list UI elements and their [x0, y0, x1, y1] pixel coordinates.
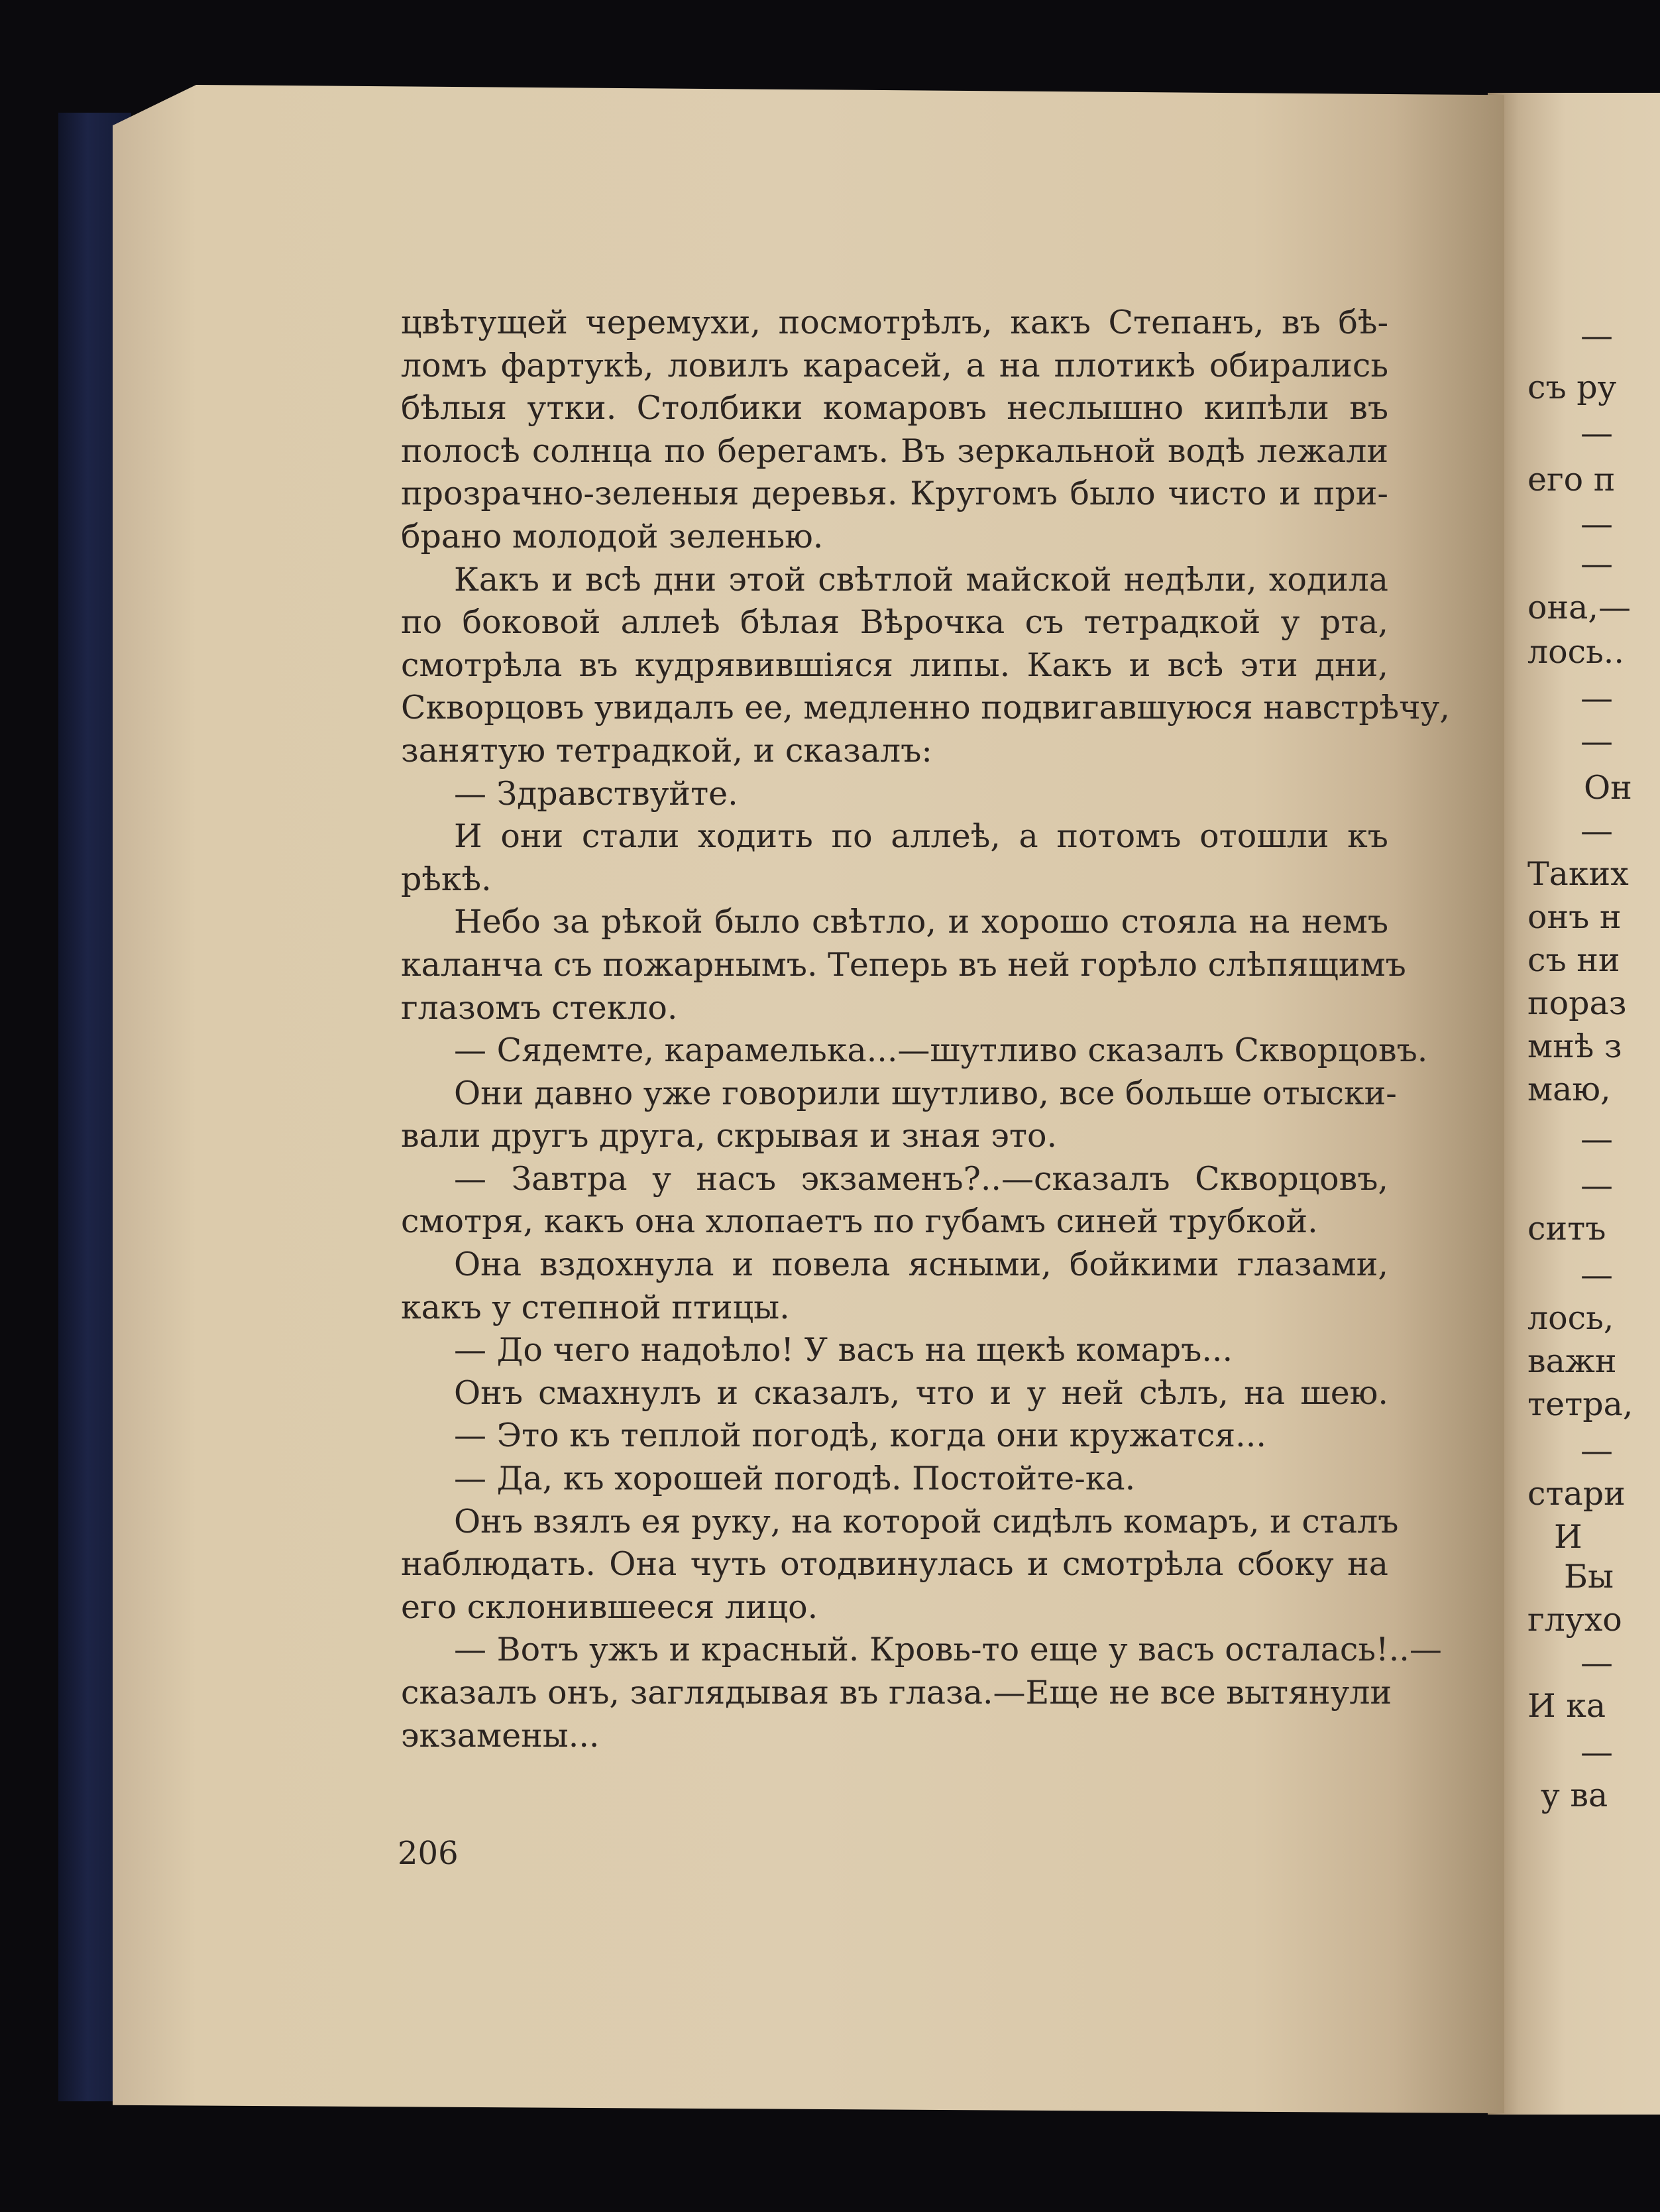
facing-page-fragment: — [1580, 1733, 1613, 1771]
text-line: — Сядемте, карамелька...—шутливо сказалъ Скворцовъ. [454, 1031, 1428, 1070]
text-line: каланча съ пожарнымъ. Теперь въ ней горѣло слѣпящимъ [401, 945, 1406, 984]
text-line: наблюдать. Она чуть отодвинулась и смотрѣла сбоку на [401, 1545, 1388, 1584]
text-line: сказалъ онъ, заглядывая въ глаза.—Еще не все вытянули [401, 1674, 1392, 1712]
facing-page-fragment: И [1554, 1518, 1582, 1556]
facing-page-fragment: пораз [1527, 984, 1627, 1022]
facing-page-fragment: лось, [1527, 1299, 1614, 1337]
facing-page-fragment: стари [1527, 1475, 1626, 1513]
facing-page-fragment: она,— [1527, 589, 1631, 626]
text-line: экзамены... [401, 1716, 600, 1755]
facing-page-fragment: съ ни [1527, 941, 1620, 979]
text-line: — Да, къ хорошей погодѣ. Постойте-ка. [454, 1460, 1136, 1498]
text-line: его склонившееся лицо. [401, 1588, 818, 1626]
text-line: смотря, какъ она хлопаетъ по губамъ синей трубкой. [401, 1202, 1318, 1241]
text-line: вали другъ друга, скрывая и зная это. [401, 1117, 1058, 1155]
text-line: Какъ и всѣ дни этой свѣтлой майской недѣли, ходила [454, 560, 1388, 599]
facing-page-fragment: онъ н [1527, 898, 1622, 936]
facing-page-fragment: Он [1584, 769, 1632, 807]
facing-page-fragment: — [1580, 812, 1613, 850]
text-line: Они давно уже говорили шутливо, все больше отыски- [454, 1074, 1397, 1112]
facing-page-fragment: важн [1527, 1342, 1617, 1380]
text-line: смотрѣла въ кудрявившіяся липы. Какъ и всѣ эти дни, [401, 646, 1388, 684]
facing-page-fragment: Бы [1564, 1558, 1614, 1596]
facing-page-fragment: ситъ [1527, 1210, 1606, 1248]
facing-page-fragment: съ ру [1527, 369, 1617, 406]
facing-page-fragment: лось.. [1527, 633, 1624, 671]
text-line: Скворцовъ увидалъ ее, медленно подвигавшуюся навстрѣчу, [401, 689, 1450, 727]
facing-page-fragment: мнѣ з [1527, 1027, 1622, 1065]
facing-page-fragment: — [1580, 1256, 1613, 1294]
facing-page-fragment: — [1580, 723, 1613, 760]
text-line: цвѣтущей черемухи, посмотрѣлъ, какъ Степанъ, въ бѣ- [401, 304, 1388, 341]
facing-page-fragment: — [1580, 679, 1613, 717]
text-line: ломъ фартукѣ, ловилъ карасей, а на плотикѣ обирались [401, 346, 1388, 384]
facing-page-fragment: — [1580, 545, 1613, 583]
text-line: Она вздохнула и повела ясными, бойкими глазами, [454, 1246, 1388, 1284]
facing-page-fragment: тетра, [1527, 1385, 1633, 1423]
text-line: — Вотъ ужъ и красный. Кровь-то еще у васъ осталась!..— [454, 1631, 1442, 1669]
page-text [401, 302, 1450, 1757]
facing-page-fragment: — [1580, 1432, 1613, 1470]
facing-page-fragment: И ка [1527, 1687, 1606, 1725]
text-line: глазомъ стекло. [401, 988, 678, 1027]
facing-page-fragment: — [1580, 317, 1613, 355]
text-line: — Это къ теплой погодѣ, когда они кружатся... [454, 1417, 1266, 1455]
text-line: брано молодой зеленью. [401, 517, 824, 555]
facing-page-fragment: Таких [1527, 855, 1629, 893]
text-line: Онъ взялъ ея руку, на которой сидѣлъ комаръ, и сталъ [454, 1502, 1399, 1541]
facing-page-fragment: — [1580, 414, 1613, 452]
facing-page-fragment: глухо [1527, 1601, 1622, 1639]
text-line: Небо за рѣкой было свѣтло, и хорошо стояла на немъ [454, 903, 1388, 941]
text-line: Онъ смахнулъ и сказалъ, что и у ней сѣлъ, на шею. [454, 1373, 1388, 1412]
facing-page-fragment: — [1580, 1120, 1613, 1158]
facing-page-fragment: — [1580, 1167, 1613, 1204]
text-line: какъ у степной птицы. [401, 1288, 790, 1326]
text-line: по боковой аллеѣ бѣлая Вѣрочка съ тетрадкой у рта, [401, 603, 1388, 642]
text-line: — Здравствуйте. [454, 774, 738, 813]
facing-page-fragment: — [1580, 505, 1613, 543]
text-line: прозрачно-зеленыя деревья. Кругомъ было чисто и при- [401, 475, 1388, 513]
text-line: бѣлыя утки. Столбики комаровъ неслышно кипѣли въ [401, 389, 1388, 428]
text-line: занятую тетрадкой, и сказалъ: [401, 731, 932, 770]
facing-page-fragment: у ва [1541, 1776, 1608, 1814]
text-line: И они стали ходить по аллеѣ, а потомъ отошли къ [454, 817, 1388, 856]
facing-page-fragment: — [1580, 1644, 1613, 1682]
text-line: — До чего надоѣло! У васъ на щекѣ комаръ... [454, 1331, 1233, 1369]
facing-page-fragment: его п [1527, 461, 1616, 498]
text-line: полосѣ солнца по берегамъ. Въ зеркальной водѣ лежали [401, 432, 1388, 470]
text-line: — Завтра у насъ экзаменъ?..—сказалъ Скворцовъ, [454, 1159, 1388, 1198]
text-line: рѣкѣ. [401, 860, 492, 898]
page-number: 206 [398, 1835, 459, 1872]
facing-page-fragment: маю, [1527, 1071, 1611, 1108]
